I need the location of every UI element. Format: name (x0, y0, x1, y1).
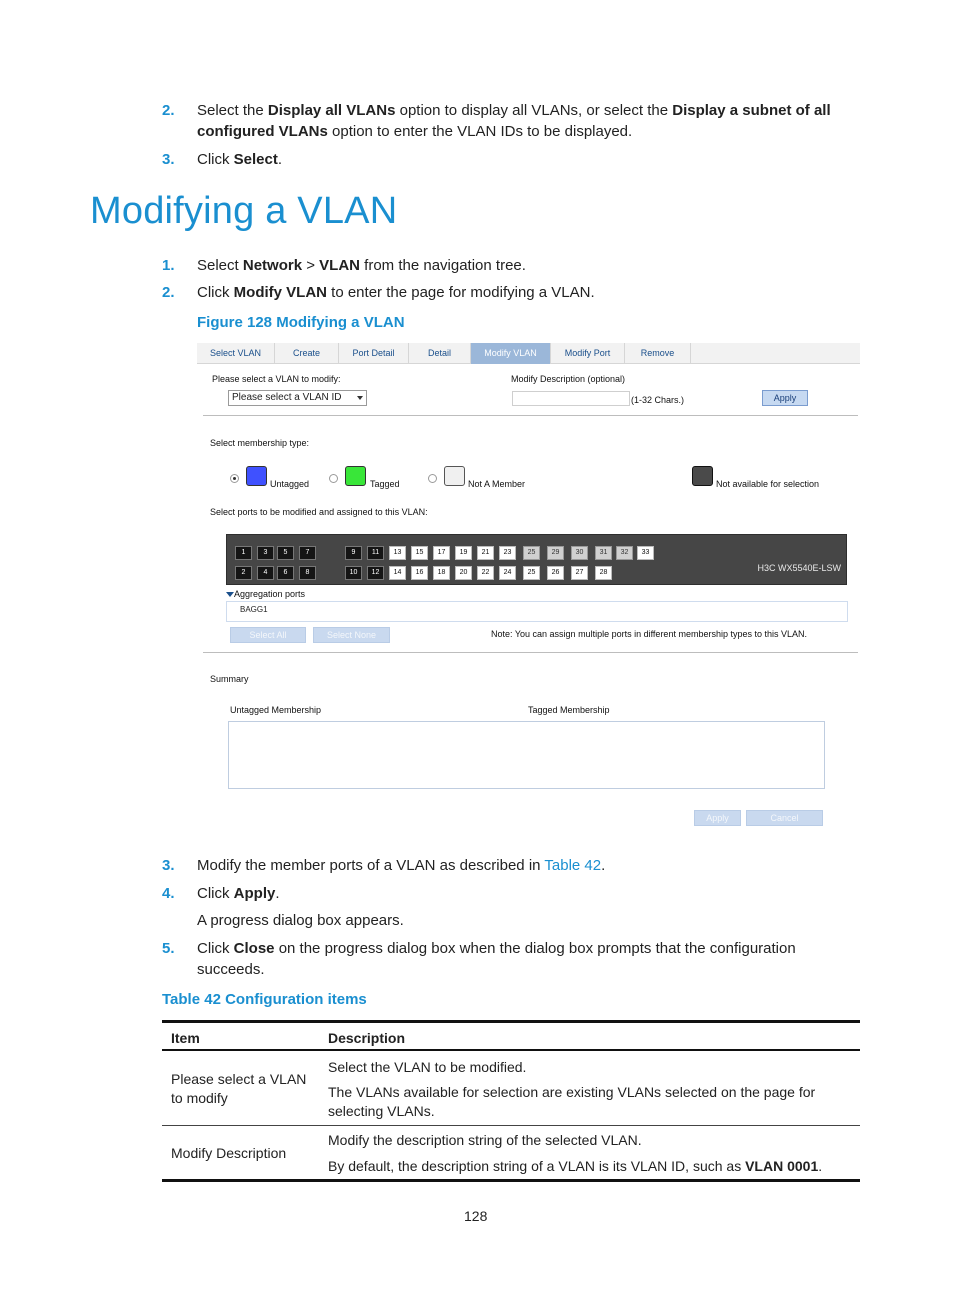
port-3[interactable]: 3 (257, 546, 274, 560)
description-hint: (1-32 Chars.) (631, 395, 685, 405)
port-16[interactable]: 16 (411, 566, 428, 580)
chevron-down-icon (357, 396, 363, 400)
port-26[interactable]: 26 (547, 566, 564, 580)
port-25[interactable]: 25 (523, 546, 540, 560)
step-1-number: 1. (162, 257, 175, 274)
description-input[interactable] (512, 391, 630, 406)
row1-item-line2: to modify (171, 1090, 228, 1106)
vlan-id-select[interactable] (228, 390, 367, 406)
port-32[interactable]: 32 (616, 546, 633, 560)
step-5-text: Click Close on the progress dialog box when the dialog box prompts that the configuration (197, 940, 796, 957)
apply-button[interactable]: Apply (694, 810, 741, 826)
step-2-number: 2. (162, 284, 175, 301)
tab-remove[interactable]: Remove (625, 343, 691, 364)
row1-desc2: The VLANs available for selection are existing VLANs selected on the page for (328, 1084, 816, 1100)
port-7[interactable]: 7 (299, 546, 316, 560)
page-number: 128 (464, 1208, 488, 1224)
port-5[interactable]: 5 (277, 546, 294, 560)
port-4[interactable]: 4 (257, 566, 274, 580)
port-22[interactable]: 22 (477, 566, 494, 580)
select-all-button[interactable]: Select All (230, 627, 306, 643)
port-6[interactable]: 6 (277, 566, 294, 580)
tab-port-detail[interactable]: Port Detail (339, 343, 409, 364)
step-2-display (162, 100, 175, 121)
aggregation-toggle[interactable] (226, 589, 305, 599)
table-caption: Table 42 Configuration items (162, 991, 367, 1008)
port-21[interactable]: 21 (477, 546, 494, 560)
step-5-number: 5. (162, 940, 175, 957)
triangle-down-icon (226, 592, 234, 597)
not-member-swatch (444, 466, 465, 486)
step-3-text: Click Select. (197, 151, 283, 168)
port-33[interactable]: 33 (637, 546, 654, 560)
port-20[interactable]: 20 (455, 566, 472, 580)
divider (203, 415, 858, 416)
not-available-label: Not available for selection (716, 479, 820, 489)
figure-caption: Figure 128 Modifying a VLAN (197, 314, 405, 331)
port-27[interactable]: 27 (571, 566, 588, 580)
step-number: 2. (162, 102, 175, 119)
row1-desc1: Select the VLAN to be modified. (328, 1059, 527, 1075)
summary-box (228, 721, 825, 789)
table-rule-header (162, 1049, 860, 1051)
step-4-number: 4. (162, 885, 175, 902)
header-item: Item (171, 1030, 200, 1046)
port-25[interactable]: 25 (523, 566, 540, 580)
step-3-select: 3. (162, 151, 175, 168)
port-23[interactable]: 23 (499, 546, 516, 560)
port-9[interactable]: 9 (345, 546, 362, 560)
select-vlan-label: Please select a VLAN to modify: (212, 374, 341, 384)
row1-desc2-line2: selecting VLANs. (328, 1103, 435, 1119)
port-29[interactable]: 29 (547, 546, 564, 560)
port-1[interactable]: 1 (235, 546, 252, 560)
progress-text: A progress dialog box appears. (197, 912, 404, 929)
description-label: Modify Description (optional) (511, 374, 626, 384)
apply-top-button[interactable]: Apply (762, 390, 808, 406)
switch-panel (226, 534, 847, 585)
port-30[interactable]: 30 (571, 546, 588, 560)
tagged-label: Tagged (370, 479, 400, 489)
row2-desc1: Modify the description string of the selected VLAN. (328, 1132, 642, 1148)
port-15[interactable]: 15 (411, 546, 428, 560)
aggregation-label: Aggregation ports (234, 589, 306, 599)
port-24[interactable]: 24 (499, 566, 516, 580)
membership-label: Select membership type: (210, 438, 310, 448)
cancel-button[interactable]: Cancel (746, 810, 823, 826)
not-member-radio[interactable] (428, 474, 437, 483)
step-5-text-line2: succeeds. (197, 961, 265, 978)
step-3-modify-text: Modify the member ports of a VLAN as described in Table 42. (197, 857, 606, 874)
ports-label: Select ports to be modified and assigned to this VLAN: (210, 507, 428, 517)
tagged-swatch (345, 466, 366, 486)
port-2[interactable]: 2 (235, 566, 252, 580)
step-2-text-line2: configured VLANs option to enter the VLAN IDs to be displayed. (197, 123, 633, 140)
table-rule-bottom (162, 1179, 860, 1182)
table-row-divider (162, 1125, 860, 1126)
port-8[interactable]: 8 (299, 566, 316, 580)
tab-create[interactable]: Create (275, 343, 339, 364)
port-28[interactable]: 28 (595, 566, 612, 580)
untagged-swatch (246, 466, 267, 486)
untagged-radio[interactable] (230, 474, 239, 483)
row2-desc2: By default, the description string of a VLAN is its VLAN ID, such as VLAN 0001. (328, 1158, 823, 1174)
row2-item: Modify Description (171, 1145, 287, 1161)
tab-modify-vlan[interactable]: Modify VLAN (471, 343, 551, 364)
row1-item: Please select a VLAN (171, 1071, 307, 1087)
table-rule-top (162, 1020, 860, 1023)
tab-select-vlan[interactable]: Select VLAN (197, 343, 275, 364)
header-description: Description (328, 1030, 406, 1046)
tab-modify-port[interactable]: Modify Port (551, 343, 625, 364)
not-member-label: Not A Member (468, 479, 526, 489)
device-model: H3C WX5540E-LSW (757, 563, 841, 573)
aggregation-ports-box (226, 601, 848, 622)
step-1-text: Select Network > VLAN from the navigation tree. (197, 257, 526, 274)
port-31[interactable]: 31 (595, 546, 612, 560)
step-2-text: Select the Display all VLANs option to display all VLANs, or select the Display a subnet of all (197, 102, 831, 119)
port-19[interactable]: 19 (455, 546, 472, 560)
tagged-membership-label: Tagged Membership (528, 705, 610, 715)
divider (203, 652, 858, 653)
step-3-number: 3. (162, 857, 175, 874)
step-4-text: Click Apply. (197, 885, 280, 902)
table-42-link[interactable]: Table 42 (544, 857, 602, 874)
select-none-button[interactable]: Select None (313, 627, 390, 643)
step-2-modify-text: Click Modify VLAN to enter the page for modifying a VLAN. (197, 284, 595, 301)
untagged-label: Untagged (270, 479, 310, 489)
port-10[interactable]: 10 (345, 566, 362, 580)
note-text: Note: You can assign multiple ports in different membership types to this VLAN. (491, 629, 808, 639)
untagged-membership-label: Untagged Membership (230, 705, 322, 715)
tagged-radio[interactable] (329, 474, 338, 483)
tab-detail[interactable]: Detail (409, 343, 471, 364)
port-14[interactable]: 14 (389, 566, 406, 580)
not-available-swatch (692, 466, 713, 486)
port-17[interactable]: 17 (433, 546, 450, 560)
port-12[interactable]: 12 (367, 566, 384, 580)
bagg1-port[interactable]: BAGG1 (240, 605, 268, 614)
tab-bar (197, 343, 860, 364)
port-18[interactable]: 18 (433, 566, 450, 580)
port-11[interactable]: 11 (367, 546, 384, 560)
section-title: Modifying a VLAN (90, 190, 398, 232)
port-13[interactable]: 13 (389, 546, 406, 560)
summary-label: Summary (210, 674, 249, 684)
vlan-select-value: Please select a VLAN ID (232, 392, 342, 403)
